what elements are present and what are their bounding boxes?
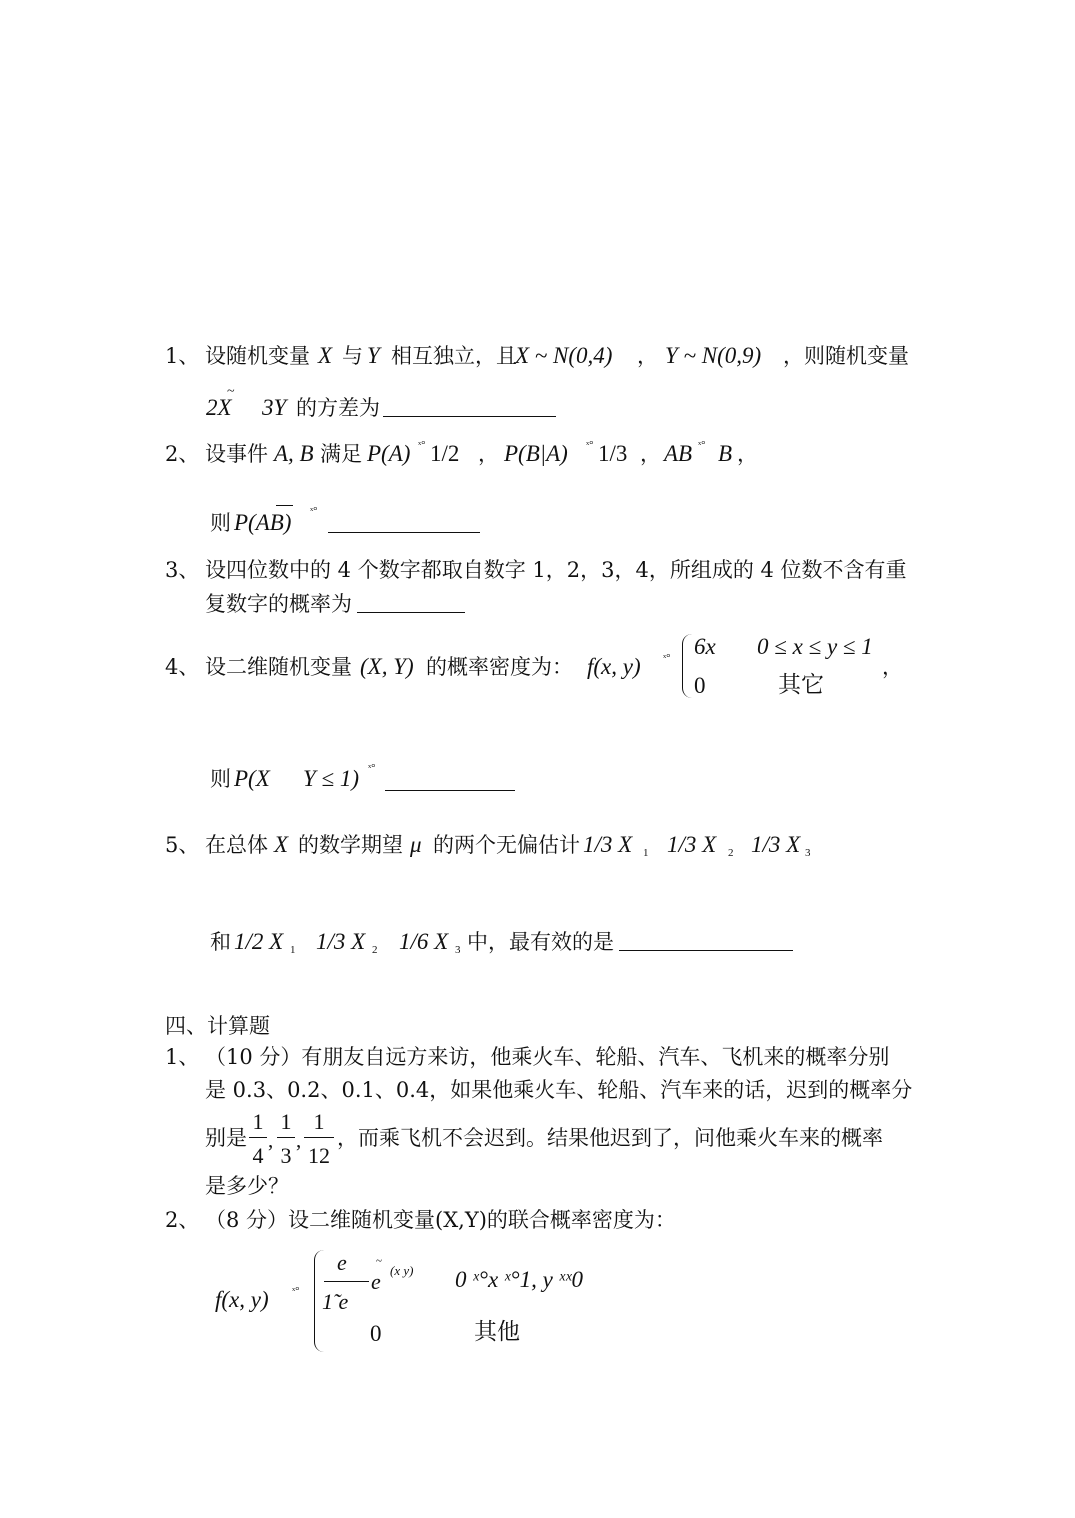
q2-sym-2: ˣ° (586, 439, 594, 451)
q4-tail-comma: ， (882, 655, 903, 679)
q2-sep-1: ， (478, 442, 499, 466)
q2-sep-3: ， (737, 442, 758, 466)
q5-text-3: 的两个无偏估计 (433, 833, 580, 857)
p1-frac-1-num: 1 (252, 1109, 264, 1134)
q1-dist-y: Y ~ N(0,9) (665, 343, 762, 368)
p1-line-1: （10 分）有朋友自远方来访，他乘火车、轮船、汽车、飞机来的概率分别 (205, 1045, 890, 1069)
q3-line-1: 设四位数中的 4 个数字都取自数字 1，2，3，4，所组成的 4 位数不含有重 (205, 558, 907, 582)
p1-frac-2-num: 1 (280, 1109, 292, 1134)
q2-events: A, B (274, 441, 314, 466)
p2-frac-num: e (337, 1250, 347, 1275)
q2-sym-1: ˣ° (418, 439, 426, 451)
p1-comma-2: , (296, 1128, 302, 1152)
q2-sym-3: ˣ° (698, 439, 706, 451)
p1-line-2: 是 0.3、0.2、0.1、0.4，如果他乘火车、轮船、汽车来的话，迟到的概率分 (205, 1078, 913, 1102)
q1-indep: 相互独立，且 (391, 344, 517, 368)
q3-answer-blank[interactable] (357, 612, 465, 613)
q5-est2-c-sub: 3 (455, 944, 461, 956)
q1-number: 1、 (165, 344, 200, 368)
q2-pab: P(AB) (234, 510, 292, 535)
q5-est1-b: 1/3 X (667, 832, 717, 857)
p2-case2-cond: 其他 (474, 1319, 520, 1345)
q1-var-x: X (318, 343, 333, 368)
q4-text-2: 的概率密度为： (426, 655, 573, 679)
section-title: 四、计算题 (165, 1014, 270, 1038)
q2-third: 1/3 (598, 441, 628, 466)
p2-sym: ˣ° (292, 1285, 300, 1297)
q1-text-a: 设随机变量 (205, 344, 310, 368)
q2-pba: P(B|A) (504, 441, 568, 466)
p2-exp-base: e (371, 1269, 381, 1294)
q3-number: 3、 (165, 558, 200, 582)
q5-answer-blank[interactable] (619, 950, 793, 951)
q2-sep-2: ， (640, 442, 661, 466)
q5-est2-c: 1/6 X (399, 929, 449, 954)
p2-frac-den: 1̃ e (322, 1289, 349, 1314)
q4-sym-2: ˣ° (368, 762, 376, 774)
q2-text-a: 设事件 (205, 442, 268, 466)
q4-prob-a: P(X (234, 766, 270, 791)
q4-case1-cond: 0 ≤ x ≤ y ≤ 1 (757, 634, 873, 659)
q3-line-2: 复数字的概率为 (205, 592, 352, 616)
p2-case2-value: 0 (370, 1321, 382, 1346)
q1-text-end: ，则随机变量 (783, 344, 909, 368)
p2-exponent: (x y) (390, 1263, 414, 1278)
q4-case2-cond: 其它 (778, 672, 824, 698)
q5-and: 和 (210, 930, 231, 954)
q1-variance-text: 的方差为 (296, 396, 380, 420)
q5-est1-b-sub: 2 (728, 847, 734, 859)
q2-answer-blank[interactable] (328, 532, 480, 533)
p1-frac-2-line (277, 1137, 295, 1138)
q5-text: 在总体 (205, 833, 268, 857)
p2-number: 2、 (165, 1208, 200, 1232)
q5-tail: 中，最有效的是 (467, 930, 614, 954)
p2-condition: 0 ˣ°x ˣ°1, y ˣˣ0 (455, 1267, 584, 1292)
q2-sym-4: ˣ° (310, 505, 318, 517)
q4-answer-blank[interactable] (385, 790, 515, 791)
q2-text-b: 满足 (320, 442, 362, 466)
q2-b: B (718, 441, 733, 466)
q4-prob-b: Y ≤ 1) (303, 766, 360, 791)
p1-frac-2-den: 3 (280, 1143, 292, 1168)
q4-number: 4、 (165, 655, 200, 679)
q5-est2-b-sub: 2 (372, 944, 378, 956)
p2-exp-tilde: ~ (376, 1255, 382, 1267)
q1-expr-2x: 2X (206, 395, 232, 420)
p1-frac-3-den: 12 (308, 1143, 330, 1168)
q5-est1-a-sub: 1 (643, 847, 649, 859)
p1-line-4: 是多少？ (205, 1174, 289, 1198)
q5-est2-b: 1/3 X (316, 929, 366, 954)
q4-then: 则 (210, 767, 231, 791)
p1-frac-3-line (304, 1137, 334, 1138)
q4-case2-value: 0 (694, 673, 706, 698)
p1-frac-1-line (249, 1137, 267, 1138)
q5-mu: μ (410, 832, 422, 857)
q2-pa: P(A) (367, 441, 411, 466)
q1-dist-x: X ~ N(0,4) (515, 343, 613, 368)
q1-comma: ， (637, 344, 658, 368)
q4-fxy: f(x, y) (587, 654, 641, 679)
q1-tilde: ~ (227, 384, 235, 399)
q2-number: 2、 (165, 442, 200, 466)
q5-x: X (274, 832, 289, 857)
p1-frac-3-num: 1 (313, 1109, 325, 1134)
p1-number: 1、 (165, 1045, 200, 1069)
p2-fxy: f(x, y) (215, 1287, 269, 1312)
p2-frac-line (324, 1281, 369, 1282)
q5-est1-c-sub: 3 (805, 847, 811, 859)
q2-then: 则 (210, 511, 231, 535)
p1-frac-1-den: 4 (252, 1143, 264, 1168)
q4-xy: (X, Y) (360, 654, 414, 679)
p1-comma-1: , (268, 1128, 274, 1152)
q2-ab: AB (664, 441, 693, 466)
q5-est1-c: 1/3 X (751, 832, 801, 857)
q5-est1-a: 1/3 X (583, 832, 633, 857)
p1-line-3a: 别是 (205, 1126, 247, 1150)
q2-half: 1/2 (430, 441, 460, 466)
q5-est2-a: 1/2 X (234, 929, 284, 954)
q5-text-2: 的数学期望 (298, 833, 403, 857)
q5-number: 5、 (165, 833, 200, 857)
q1-with: 与 (342, 344, 363, 368)
q4-text: 设二维随机变量 (205, 655, 352, 679)
p2-line-1: （8 分）设二维随机变量(X,Y)的联合概率密度为： (205, 1208, 676, 1232)
q5-est2-a-sub: 1 (290, 944, 296, 956)
p1-line-3b: ，而乘飞机不会迟到。结果他迟到了，问他乘火车来的概率 (337, 1126, 883, 1150)
q2-bar-over-b (276, 505, 293, 506)
q1-var-y: Y (367, 343, 380, 368)
q4-sym: ˣ° (663, 652, 671, 664)
q1-answer-blank[interactable] (383, 416, 556, 417)
q1-expr-3y: 3Y (262, 395, 287, 420)
q4-case1-value: 6x (694, 634, 716, 659)
